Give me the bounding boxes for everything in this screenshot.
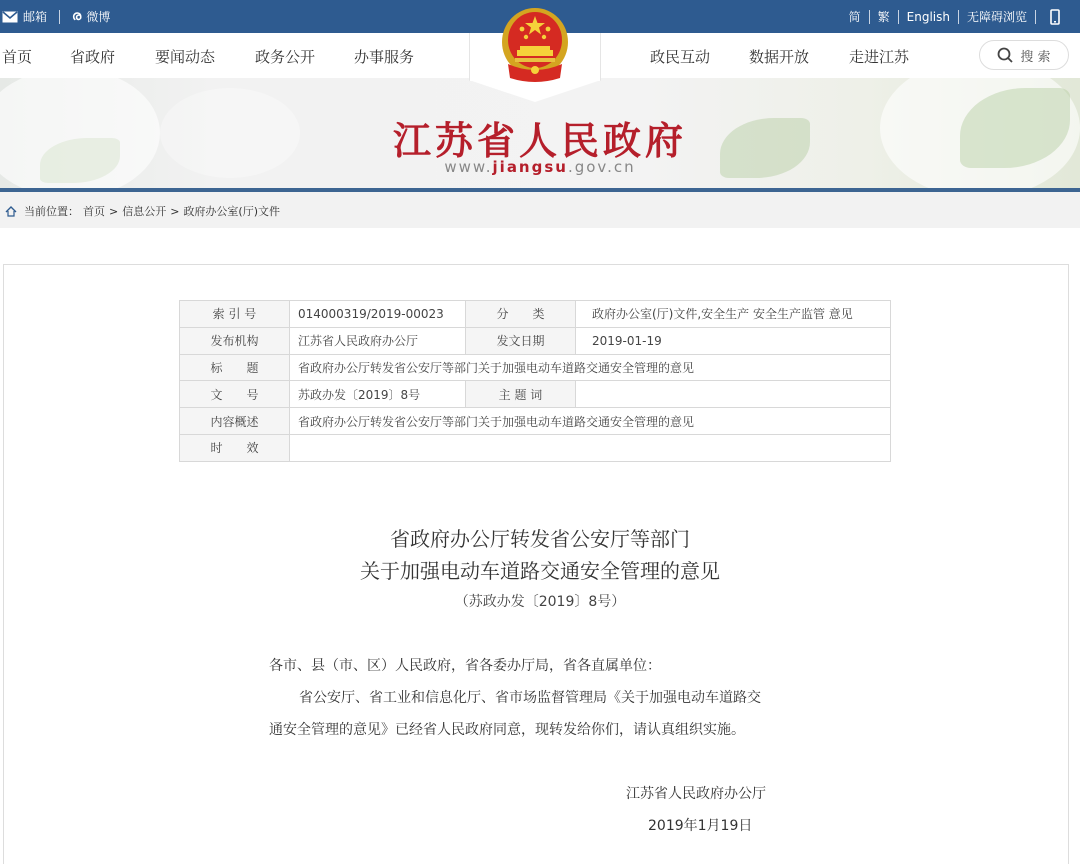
body-line-2: 通安全管理的意见》已经省人民政府同意，现转发给你们，请认真组织实施。 (269, 722, 745, 738)
breadcrumb-separator: > (170, 204, 180, 218)
title-value: 省政府办公厅转发省公安厅等部门关于加强电动车道路交通安全管理的意见 (290, 354, 891, 381)
breadcrumb-label: 当前位置： (24, 205, 79, 218)
document-title-line-2: 关于加强电动车道路交通安全管理的意见 (360, 559, 720, 583)
breadcrumb (5, 203, 280, 219)
site-url (0, 158, 1080, 176)
document-number: （苏政办发〔2019〕8号） (454, 594, 626, 610)
url-suffix: .gov.cn (567, 158, 636, 176)
traditional-chinese-link[interactable]: 繁 (877, 10, 890, 24)
nav-home[interactable]: 首页 (2, 48, 33, 66)
category-label: 分 类 (466, 301, 576, 328)
salutation: 各市、县（市、区）人民政府，省各委办厅局，省各直属单位： (269, 658, 661, 674)
url-domain: jiangsu (492, 158, 568, 176)
nav-services[interactable]: 办事服务 (354, 48, 415, 66)
mail-label: 邮箱 (23, 10, 48, 24)
search-label: 搜 索 (1020, 49, 1051, 65)
site-title: 江苏省人民政府 (392, 119, 687, 163)
document-number-value: 苏政办发〔2019〕8号 (290, 381, 466, 408)
nav-interaction[interactable]: 政民互动 (650, 48, 711, 66)
keywords-value (576, 381, 891, 408)
weibo-icon: ര (72, 9, 82, 24)
table-row (180, 434, 891, 461)
breadcrumb-office-documents[interactable]: 政府办公室(厅)文件 (183, 205, 281, 218)
accessibility-link[interactable]: 无障碍浏览 (966, 10, 1027, 24)
publisher-value: 江苏省人民政府办公厅 (290, 327, 466, 354)
divider (1035, 10, 1036, 24)
table-row (180, 301, 891, 328)
category-value: 政府办公室(厅)文件,安全生产 安全生产监管 意见 (576, 301, 891, 328)
summary-value: 省政府办公厅转发省公安厅等部门关于加强电动车道路交通安全管理的意见 (290, 408, 891, 435)
divider (898, 10, 899, 24)
nav-government-affairs[interactable]: 政务公开 (255, 48, 316, 66)
search-button[interactable] (979, 40, 1069, 70)
weibo-link[interactable] (72, 8, 110, 25)
publisher-label: 发布机构 (180, 327, 290, 354)
keywords-label: 主 题 词 (466, 381, 576, 408)
nav-about-jiangsu[interactable]: 走进江苏 (849, 48, 910, 66)
mobile-icon[interactable] (1050, 9, 1060, 25)
divider (869, 10, 870, 24)
simplified-chinese-link[interactable]: 简 (848, 10, 861, 24)
body-line-1: 省公安厅、省工业和信息化厅、省市场监督管理局《关于加强电动车道路交 (299, 690, 761, 706)
home-icon (5, 206, 17, 217)
weibo-label: 微博 (86, 10, 111, 24)
breadcrumb-bar (0, 192, 1080, 228)
sign-date: 2019年1月19日 (648, 818, 753, 834)
validity-value (290, 434, 891, 461)
breadcrumb-home[interactable]: 首页 (83, 205, 105, 218)
search-icon (997, 47, 1013, 63)
nav-provincial-government[interactable]: 省政府 (70, 48, 116, 66)
title-label: 标 题 (180, 354, 290, 381)
summary-label: 内容概述 (180, 408, 290, 435)
index-label: 索 引 号 (180, 301, 290, 328)
date-value: 2019-01-19 (576, 327, 891, 354)
national-emblem-icon[interactable] (500, 6, 570, 84)
index-value: 014000319/2019-00023 (290, 301, 466, 328)
table-row (180, 408, 891, 435)
date-label: 发文日期 (466, 327, 576, 354)
breadcrumb-info-disclosure[interactable]: 信息公开 (122, 205, 167, 218)
document-number-label: 文 号 (180, 381, 290, 408)
breadcrumb-separator: > (109, 204, 119, 218)
validity-label: 时 效 (180, 434, 290, 461)
divider (958, 10, 959, 24)
document-metadata-table (179, 300, 891, 462)
mail-link[interactable] (2, 8, 47, 25)
nav-news[interactable]: 要闻动态 (155, 48, 216, 66)
mail-icon (2, 11, 18, 23)
table-row (180, 381, 891, 408)
signer: 江苏省人民政府办公厅 (626, 786, 766, 802)
table-row (180, 327, 891, 354)
url-prefix: www. (444, 158, 493, 176)
document-title-line-1: 省政府办公厅转发省公安厅等部门 (390, 527, 690, 551)
divider (59, 10, 60, 24)
nav-open-data[interactable]: 数据开放 (749, 48, 810, 66)
table-row (180, 354, 891, 381)
english-link[interactable]: English (906, 9, 950, 24)
